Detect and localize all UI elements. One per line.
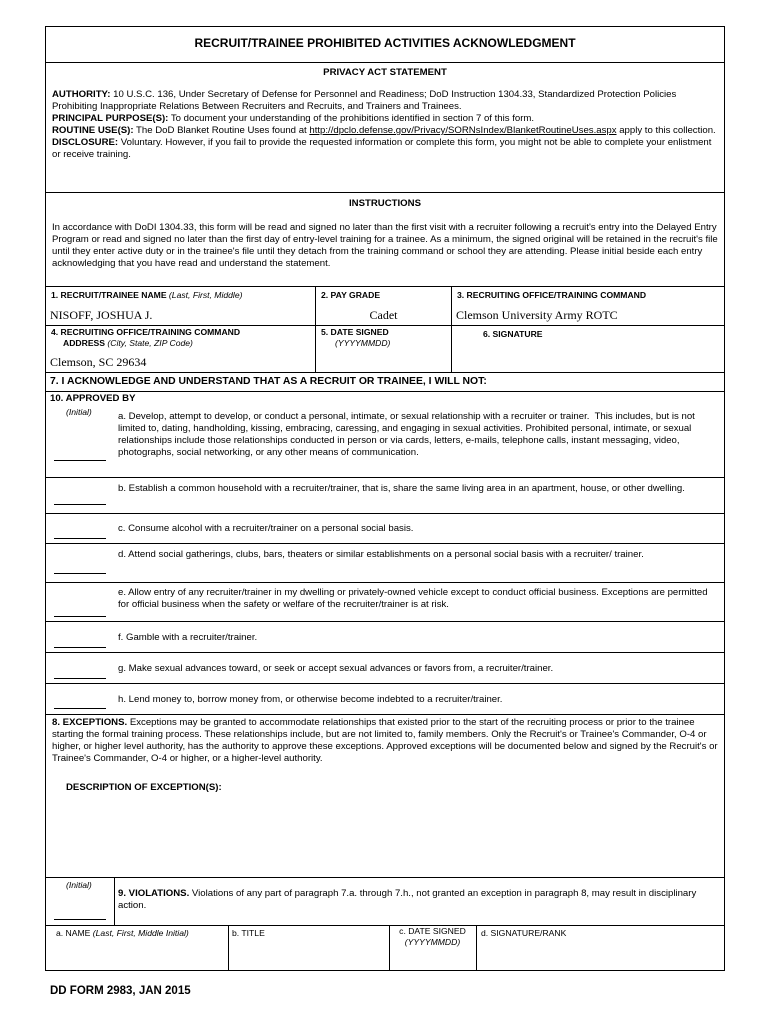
prohibition-item-f: f. Gamble with a recruiter/trainer. <box>118 632 258 643</box>
prohibition-item-e: e. Allow entry of any recruiter/trainer in my dwelling or privately-owned vehicle except to conduct official business. Exceptions are permitted for official business when the safety or welfare of the recruiter/trainer is at risk. <box>118 587 708 610</box>
routine-uses-link[interactable]: http://dpclo.defense.gov/Privacy/SORNsIndex/BlanketRoutineUses.aspx <box>309 125 617 136</box>
routine-text: The DoD Blanket Routine Uses found at <box>133 125 310 136</box>
divider <box>46 286 724 287</box>
exceptions-statement: 8. EXCEPTIONS. Exceptions may be granted to accommodate relationships that existed prior to the start of the recruiting process or prior to the trainee starting the formal training process. These relationships include, but are not limited to, family members. Only the Recruit's or Trainee's Commander, O-4 or higher, or higher level authority, has the authority to approve these exceptions. Approved exceptions will be documented below and signed by the Recruit's or Trainee's Commander, O-4 or higher, or a higher-level authority. <box>52 717 718 764</box>
divider <box>228 925 229 970</box>
initial-field-c[interactable] <box>54 538 106 539</box>
divider <box>476 925 477 970</box>
form-title: RECRUIT/TRAINEE PROHIBITED ACTIVITIES ACKNOWLEDGMENT <box>194 36 576 50</box>
section-7-heading: 7. I ACKNOWLEDGE AND UNDERSTAND THAT AS A RECRUIT OR TRAINEE, I WILL NOT: <box>50 376 487 387</box>
divider <box>46 477 724 478</box>
form-footer: DD FORM 2983, JAN 2015 <box>50 985 191 997</box>
initial-label: (Initial) <box>66 407 92 417</box>
form-page <box>45 26 725 971</box>
name-label: 1. RECRUIT/TRAINEE NAME (Last, First, Middle) <box>51 290 243 300</box>
divider <box>451 286 452 372</box>
initial-field-d[interactable] <box>54 573 106 574</box>
divider <box>46 372 724 373</box>
divider <box>46 62 724 63</box>
divider <box>46 652 724 653</box>
divider <box>46 192 724 193</box>
routine-label: ROUTINE USE(S): <box>52 125 134 136</box>
initial-field-g[interactable] <box>54 678 106 679</box>
pay-grade-field[interactable]: Cadet <box>369 308 398 322</box>
initial-field-h[interactable] <box>54 708 106 709</box>
divider <box>46 621 724 622</box>
description-label: DESCRIPTION OF EXCEPTION(S): <box>66 782 222 793</box>
divider <box>46 325 724 326</box>
approver-title-field[interactable] <box>230 941 387 967</box>
divider <box>46 683 724 684</box>
approver-title-label: b. TITLE <box>232 928 265 938</box>
approver-date-label: c. DATE SIGNED (YYYYMMDD) <box>399 926 466 947</box>
violations-statement: 9. VIOLATIONS. Violations of any part of paragraph 7.a. through 7.h., not granted an exception in paragraph 8, may result in disciplinary action. <box>118 888 697 911</box>
approver-signature-field[interactable] <box>478 941 722 967</box>
divider <box>46 543 724 544</box>
divider <box>46 391 724 392</box>
privacy-statement <box>52 89 718 161</box>
divider <box>46 513 724 514</box>
violations-initial-field[interactable] <box>54 919 106 920</box>
divider <box>46 877 724 878</box>
date-signed-label: 5. DATE SIGNED (YYYYMMDD) <box>321 327 391 348</box>
approver-name-label: a. NAME (Last, First, Middle Initial) <box>56 928 189 938</box>
initial-field-a[interactable] <box>54 460 106 461</box>
privacy-heading: PRIVACY ACT STATEMENT <box>323 67 447 78</box>
address-field[interactable]: Clemson, SC 29634 <box>50 355 147 369</box>
routine-tail: apply to this collection. <box>616 125 716 136</box>
prohibition-item-d: d. Attend social gatherings, clubs, bars, theaters or similar establishments on a personal social basis with a recruiter/ trainer. <box>118 549 644 560</box>
violations-initial-label: (Initial) <box>66 880 92 890</box>
instructions-heading: INSTRUCTIONS <box>349 198 421 209</box>
prohibition-item-g: g. Make sexual advances toward, or seek or accept sexual advances or favors from, a recruiter/trainer. <box>118 663 554 674</box>
initial-field-e[interactable] <box>54 616 106 617</box>
address-label: 4. RECRUITING OFFICE/TRAINING COMMAND ADDRESS (City, State, ZIP Code) <box>51 327 241 348</box>
description-field[interactable] <box>66 797 714 872</box>
prohibition-item-c: c. Consume alcohol with a recruiter/trainer on a personal social basis. <box>118 523 414 534</box>
prohibition-item-b: b. Establish a common household with a recruiter/trainer, that is, share the same living area in an apartment, house, or other dwelling. <box>118 483 685 494</box>
name-field[interactable]: NISOFF, JOSHUA J. <box>50 308 153 322</box>
approver-signature-label: d. SIGNATURE/RANK <box>481 928 567 938</box>
purpose-text: To document your understanding of the prohibitions identified in section 7 of this form. <box>168 113 535 124</box>
divider <box>46 714 724 715</box>
prohibition-item-h: h. Lend money to, borrow money from, or otherwise become indebted to a recruiter/trainer. <box>118 694 503 705</box>
disclosure-text: Voluntary. However, if you fail to provide the requested information or complete this form, you might not be able to complete your enlistment or receive training. <box>52 137 712 160</box>
divider <box>114 877 115 925</box>
instructions-text: In accordance with DoDI 1304.33, this form will be read and signed no later than the first visit with a recruiter following a recruit's entry into the Delayed Entry Program or read and signed no later than the first day of entry-level training for a trainee. As a minimum, the signed original will be retained in the recruit's file until they enter active duty or in the trainee's file until they detach from the training command or school they are attending. Please initial beside each entry acknowledging that you have read and understand the statement. <box>52 222 718 269</box>
prohibition-item-a: a. Develop, attempt to develop, or conduct a personal, intimate, or sexual relationship with a recruiter or trainer. This includes, but is not limited to, dating, handholding, kissing, embracing, caressing, and engaging in sexual activities. Prohibited personal, intimate, or sexual relationships include those relationships conducted in person or via cards, letters, e-mails, telephone calls, instant messaging, video, photographs, social networking, or any other means of communication. <box>118 411 695 458</box>
approver-date-field[interactable] <box>391 949 475 967</box>
initial-field-b[interactable] <box>54 504 106 505</box>
divider <box>46 582 724 583</box>
authority-text: 10 U.S.C. 136, Under Secretary of Defense for Personnel and Readiness; DoD Instruction 1304.33, Standardized Protection Policies Prohibiting Inappropriate Relations Between Recruiters and Recruits, and Trainers and Trainees. <box>52 89 677 112</box>
signature-label: 6. SIGNATURE <box>483 329 543 339</box>
office-field[interactable]: Clemson University Army ROTC <box>456 308 618 322</box>
disclosure-label: DISCLOSURE: <box>52 137 119 148</box>
approver-name-field[interactable] <box>48 941 226 967</box>
divider <box>315 286 316 372</box>
pay-grade-label: 2. PAY GRADE <box>321 290 381 300</box>
divider <box>46 925 724 926</box>
initial-field-f[interactable] <box>54 647 106 648</box>
purpose-label: PRINCIPAL PURPOSE(S): <box>52 113 169 124</box>
office-label: 3. RECRUITING OFFICE/TRAINING COMMAND <box>457 290 647 300</box>
approved-by-label: 10. APPROVED BY <box>50 393 136 404</box>
authority-label: AUTHORITY: <box>52 89 111 100</box>
